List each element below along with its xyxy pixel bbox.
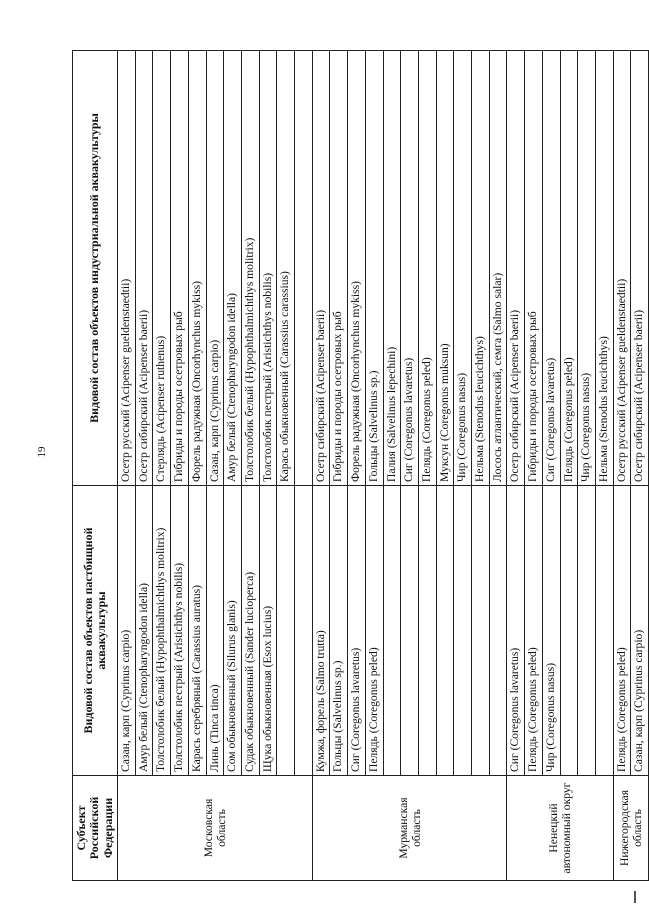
table-row [295, 51, 313, 881]
table-row [613, 51, 631, 881]
table-row [383, 51, 401, 881]
table-row [631, 51, 649, 881]
pasture-species-cell: Пелядь (Coregonus peled) [365, 486, 383, 776]
industrial-species-cell: Осетр русский (Acipenser gueldenstaedtii) [613, 51, 631, 486]
region-cell: Московская область [118, 776, 313, 881]
table-row [401, 51, 419, 881]
header-industrial: Видовой состав объектов индустриальной аквакультуры [73, 51, 118, 486]
table-row [277, 51, 295, 881]
industrial-species-cell: Гибриды и породы осетровых рыб [525, 51, 543, 486]
pasture-species-cell [277, 486, 295, 776]
table-row [330, 51, 348, 881]
table-row [259, 51, 277, 881]
industrial-species-cell: Толстолобик белый (Hypophthalmichthys molitrix) [241, 51, 259, 486]
table-row [595, 51, 613, 881]
pasture-species-cell: Сазан, карп (Cyprinus carpio) [118, 486, 136, 776]
industrial-species-cell: Сазан, карп (Cyprinus carpio) [206, 51, 224, 486]
table-row [507, 51, 525, 881]
table-row [525, 51, 543, 881]
table-row [542, 51, 560, 881]
table-row [472, 51, 490, 881]
pasture-species-cell: Кумжа, форель (Salmo trutta) [312, 486, 330, 776]
species-table [72, 50, 649, 881]
region-cell: Ненецкий автономный округ [507, 776, 613, 881]
industrial-species-cell: Пелядь (Coregonus peled) [560, 51, 578, 486]
industrial-species-cell: Форель радужная (Oncorhynchus mykiss) [188, 51, 206, 486]
pasture-species-cell: Гольцы (Salvelinus sp.) [330, 486, 348, 776]
table-row [153, 51, 171, 881]
table-row [348, 51, 366, 881]
pasture-species-cell [383, 486, 401, 776]
industrial-species-cell: Гольцы (Salvelinus sp.) [365, 51, 383, 486]
industrial-species-cell: Гибриды и породы осетровых рыб [171, 51, 189, 486]
table-row [578, 51, 596, 881]
pasture-species-cell: Линь (Tinca tinca) [206, 486, 224, 776]
pasture-species-cell: Щука обыкновенная (Esox lucius) [259, 486, 277, 776]
pasture-species-cell: Сиг (Coregonus lavaretus) [507, 486, 525, 776]
industrial-species-cell: Толстолобик пестрый (Aristichthys nobilis) [259, 51, 277, 486]
table-row [312, 51, 330, 881]
industrial-species-cell [295, 51, 313, 486]
industrial-species-cell: Палия (Salvelinus lepechini) [383, 51, 401, 486]
industrial-species-cell: Осетр сибирский (Acipenser baerii) [135, 51, 153, 486]
industrial-species-cell: Осетр русский (Acipenser gueldenstaedtii) [118, 51, 136, 486]
table-row [135, 51, 153, 881]
pasture-species-cell: Чир (Coregonus nasus) [542, 486, 560, 776]
pasture-species-cell [436, 486, 454, 776]
industrial-species-cell: Нельма (Stenodus leucichthys) [595, 51, 613, 486]
table-row [241, 51, 259, 881]
pasture-species-cell [560, 486, 578, 776]
pasture-species-cell: Толстолобик белый (Hypophthalmichthys molitrix) [153, 486, 171, 776]
pasture-species-cell: Толстолобик пестрый (Aristichthys nobilis) [171, 486, 189, 776]
industrial-species-cell: Стерлядь (Acipenser ruthenus) [153, 51, 171, 486]
pasture-species-cell [472, 486, 490, 776]
header-row [73, 51, 118, 881]
pasture-species-cell [454, 486, 472, 776]
table-row [224, 51, 242, 881]
industrial-species-cell: Осетр сибирский (Acipenser baerii) [507, 51, 525, 486]
table-row [171, 51, 189, 881]
pasture-species-cell: Карась серебряный (Carassius auratus) [188, 486, 206, 776]
pasture-species-cell [401, 486, 419, 776]
region-cell: Нижегородская область [613, 776, 648, 881]
pasture-species-cell [595, 486, 613, 776]
table-row [436, 51, 454, 881]
pasture-species-cell: Судак обыкновенный (Sander lucioperca) [241, 486, 259, 776]
industrial-species-cell: Пелядь (Coregonus peled) [418, 51, 436, 486]
region-cell: Мурманская область [312, 776, 507, 881]
industrial-species-cell: Осетр сибирский (Acipenser baerii) [631, 51, 649, 486]
page-number: 19 [36, 446, 48, 458]
pasture-species-cell: Сазан, карп (Cyprinus carpio) [631, 486, 649, 776]
table-row [489, 51, 507, 881]
industrial-species-cell: Сиг (Coregonus lavaretus) [542, 51, 560, 486]
table-body [118, 51, 649, 881]
table-row [365, 51, 383, 881]
industrial-species-cell: Муксун (Coregonus muksun) [436, 51, 454, 486]
table-row [118, 51, 136, 881]
industrial-species-cell: Сиг (Coregonus lavaretus) [401, 51, 419, 486]
table-row [418, 51, 436, 881]
pasture-species-cell [489, 486, 507, 776]
industrial-species-cell: Нельма (Stenodus leucichthys) [472, 51, 490, 486]
industrial-species-cell: Карась обыкновенный (Carassius carassius) [277, 51, 295, 486]
industrial-species-cell: Амур белый (Ctenopharyngodon idella) [224, 51, 242, 486]
header-pasture: Видовой состав объектов пастбищной аквакультуры [73, 486, 118, 776]
table-row [454, 51, 472, 881]
pasture-species-cell: Сиг (Coregonus lavaretus) [348, 486, 366, 776]
pasture-species-cell [295, 486, 313, 776]
industrial-species-cell: Чир (Coregonus nasus) [578, 51, 596, 486]
header-region: Субъект Российской Федерации [73, 776, 118, 881]
table-row [188, 51, 206, 881]
industrial-species-cell: Чир (Coregonus nasus) [454, 51, 472, 486]
pasture-species-cell: Пелядь (Coregonus peled) [613, 486, 631, 776]
scan-artifact [634, 891, 636, 903]
table-row [206, 51, 224, 881]
pasture-species-cell: Сом обыкновенный (Silurus glanis) [224, 486, 242, 776]
industrial-species-cell: Осетр сибирский (Acipenser baerii) [312, 51, 330, 486]
pasture-species-cell: Амур белый (Ctenopharyngodon idella) [135, 486, 153, 776]
industrial-species-cell: Гибриды и породы осетровых рыб [330, 51, 348, 486]
table-container [72, 51, 646, 881]
pasture-species-cell [578, 486, 596, 776]
pasture-species-cell: Пелядь (Coregonus peled) [525, 486, 543, 776]
table-row [560, 51, 578, 881]
pasture-species-cell [418, 486, 436, 776]
industrial-species-cell: Лосось атлантический, семга (Salmo salar) [489, 51, 507, 486]
industrial-species-cell: Форель радужная (Oncorhynchus mykiss) [348, 51, 366, 486]
